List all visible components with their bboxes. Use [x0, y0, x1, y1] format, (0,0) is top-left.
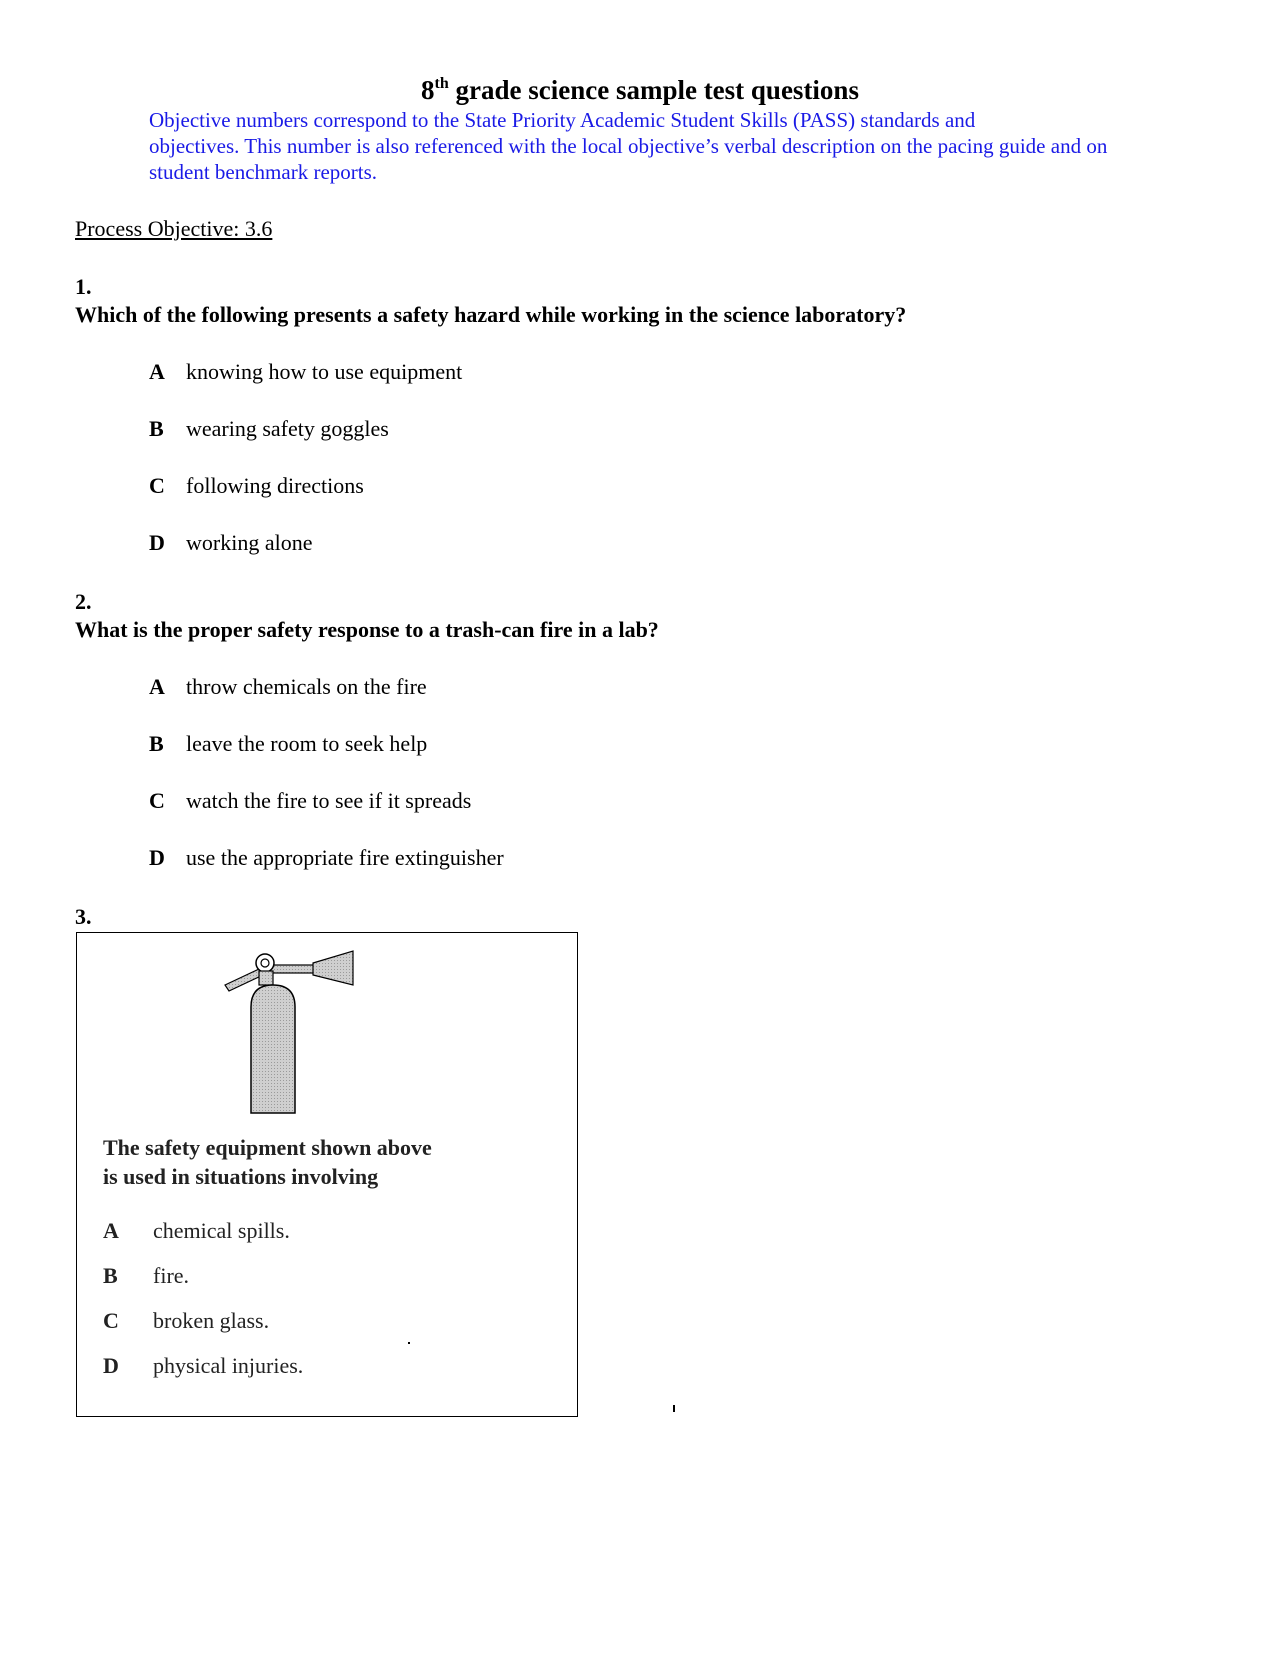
answer-option: [149, 674, 427, 700]
question-number: 2.: [75, 589, 92, 614]
answer-option: [149, 845, 504, 871]
option-text: wearing safety goggles: [186, 416, 389, 441]
question-stem: What is the proper safety response to a trash-can fire in a lab?: [75, 617, 659, 642]
option-text: following directions: [186, 473, 364, 498]
option-text: chemical spills.: [153, 1218, 290, 1243]
option-letter: B: [103, 1263, 118, 1288]
option-letter: A: [149, 359, 165, 384]
option-text: working alone: [186, 530, 313, 555]
answer-option: [103, 1353, 303, 1379]
title-grade-number: 8: [421, 75, 435, 105]
scan-speck: [408, 1342, 410, 1344]
option-letter: B: [149, 731, 164, 756]
option-letter: A: [103, 1218, 119, 1243]
option-letter: C: [149, 788, 165, 813]
option-text: watch the fire to see if it spreads: [186, 788, 472, 813]
option-text: throw chemicals on the fire: [186, 674, 427, 699]
option-letter: B: [149, 416, 164, 441]
option-text: broken glass.: [153, 1308, 270, 1333]
figure-question-stem: [103, 1133, 432, 1191]
answer-option: [103, 1218, 290, 1244]
question-figure: [76, 932, 578, 1417]
page-title: [0, 70, 1280, 110]
question-number: 1.: [75, 274, 92, 299]
question-number: 3.: [75, 904, 92, 929]
intro-line: objectives. This number is also referenced with the local objective’s verbal description on the pacing guide and on: [149, 134, 1108, 158]
option-text: fire.: [153, 1263, 190, 1288]
scan-speck: [673, 1405, 675, 1412]
option-text: knowing how to use equipment: [186, 359, 463, 384]
option-text: physical injuries.: [153, 1353, 304, 1378]
intro-paragraph: [149, 107, 1199, 185]
figure-stem-line: The safety equipment shown above: [103, 1135, 432, 1160]
option-letter: A: [149, 674, 165, 699]
option-text: leave the room to seek help: [186, 731, 428, 756]
answer-option: [149, 731, 427, 757]
figure-stem-line: is used in situations involving: [103, 1164, 379, 1189]
intro-line: Objective numbers correspond to the State Priority Academic Student Skills (PASS) standards and: [149, 108, 976, 132]
title-text: grade science sample test questions: [455, 75, 859, 105]
option-letter: C: [103, 1308, 119, 1333]
answer-option: [149, 788, 471, 814]
answer-option: [149, 473, 364, 499]
option-letter: D: [149, 845, 165, 870]
option-text: use the appropriate fire extinguisher: [186, 845, 504, 870]
fire-extinguisher-icon: [223, 945, 355, 1115]
answer-option: [149, 530, 312, 556]
answer-option: [103, 1263, 189, 1289]
option-letter: D: [149, 530, 165, 555]
question-stem: Which of the following presents a safety hazard while working in the science laboratory?: [75, 302, 907, 327]
option-letter: D: [103, 1353, 119, 1378]
answer-option: [103, 1308, 269, 1334]
answer-option: [149, 416, 389, 442]
answer-option: [149, 359, 462, 385]
process-objective: Process Objective: 3.6: [75, 216, 273, 241]
intro-line: student benchmark reports.: [149, 160, 378, 184]
option-letter: C: [149, 473, 165, 498]
title-grade-suffix: th: [434, 75, 449, 92]
